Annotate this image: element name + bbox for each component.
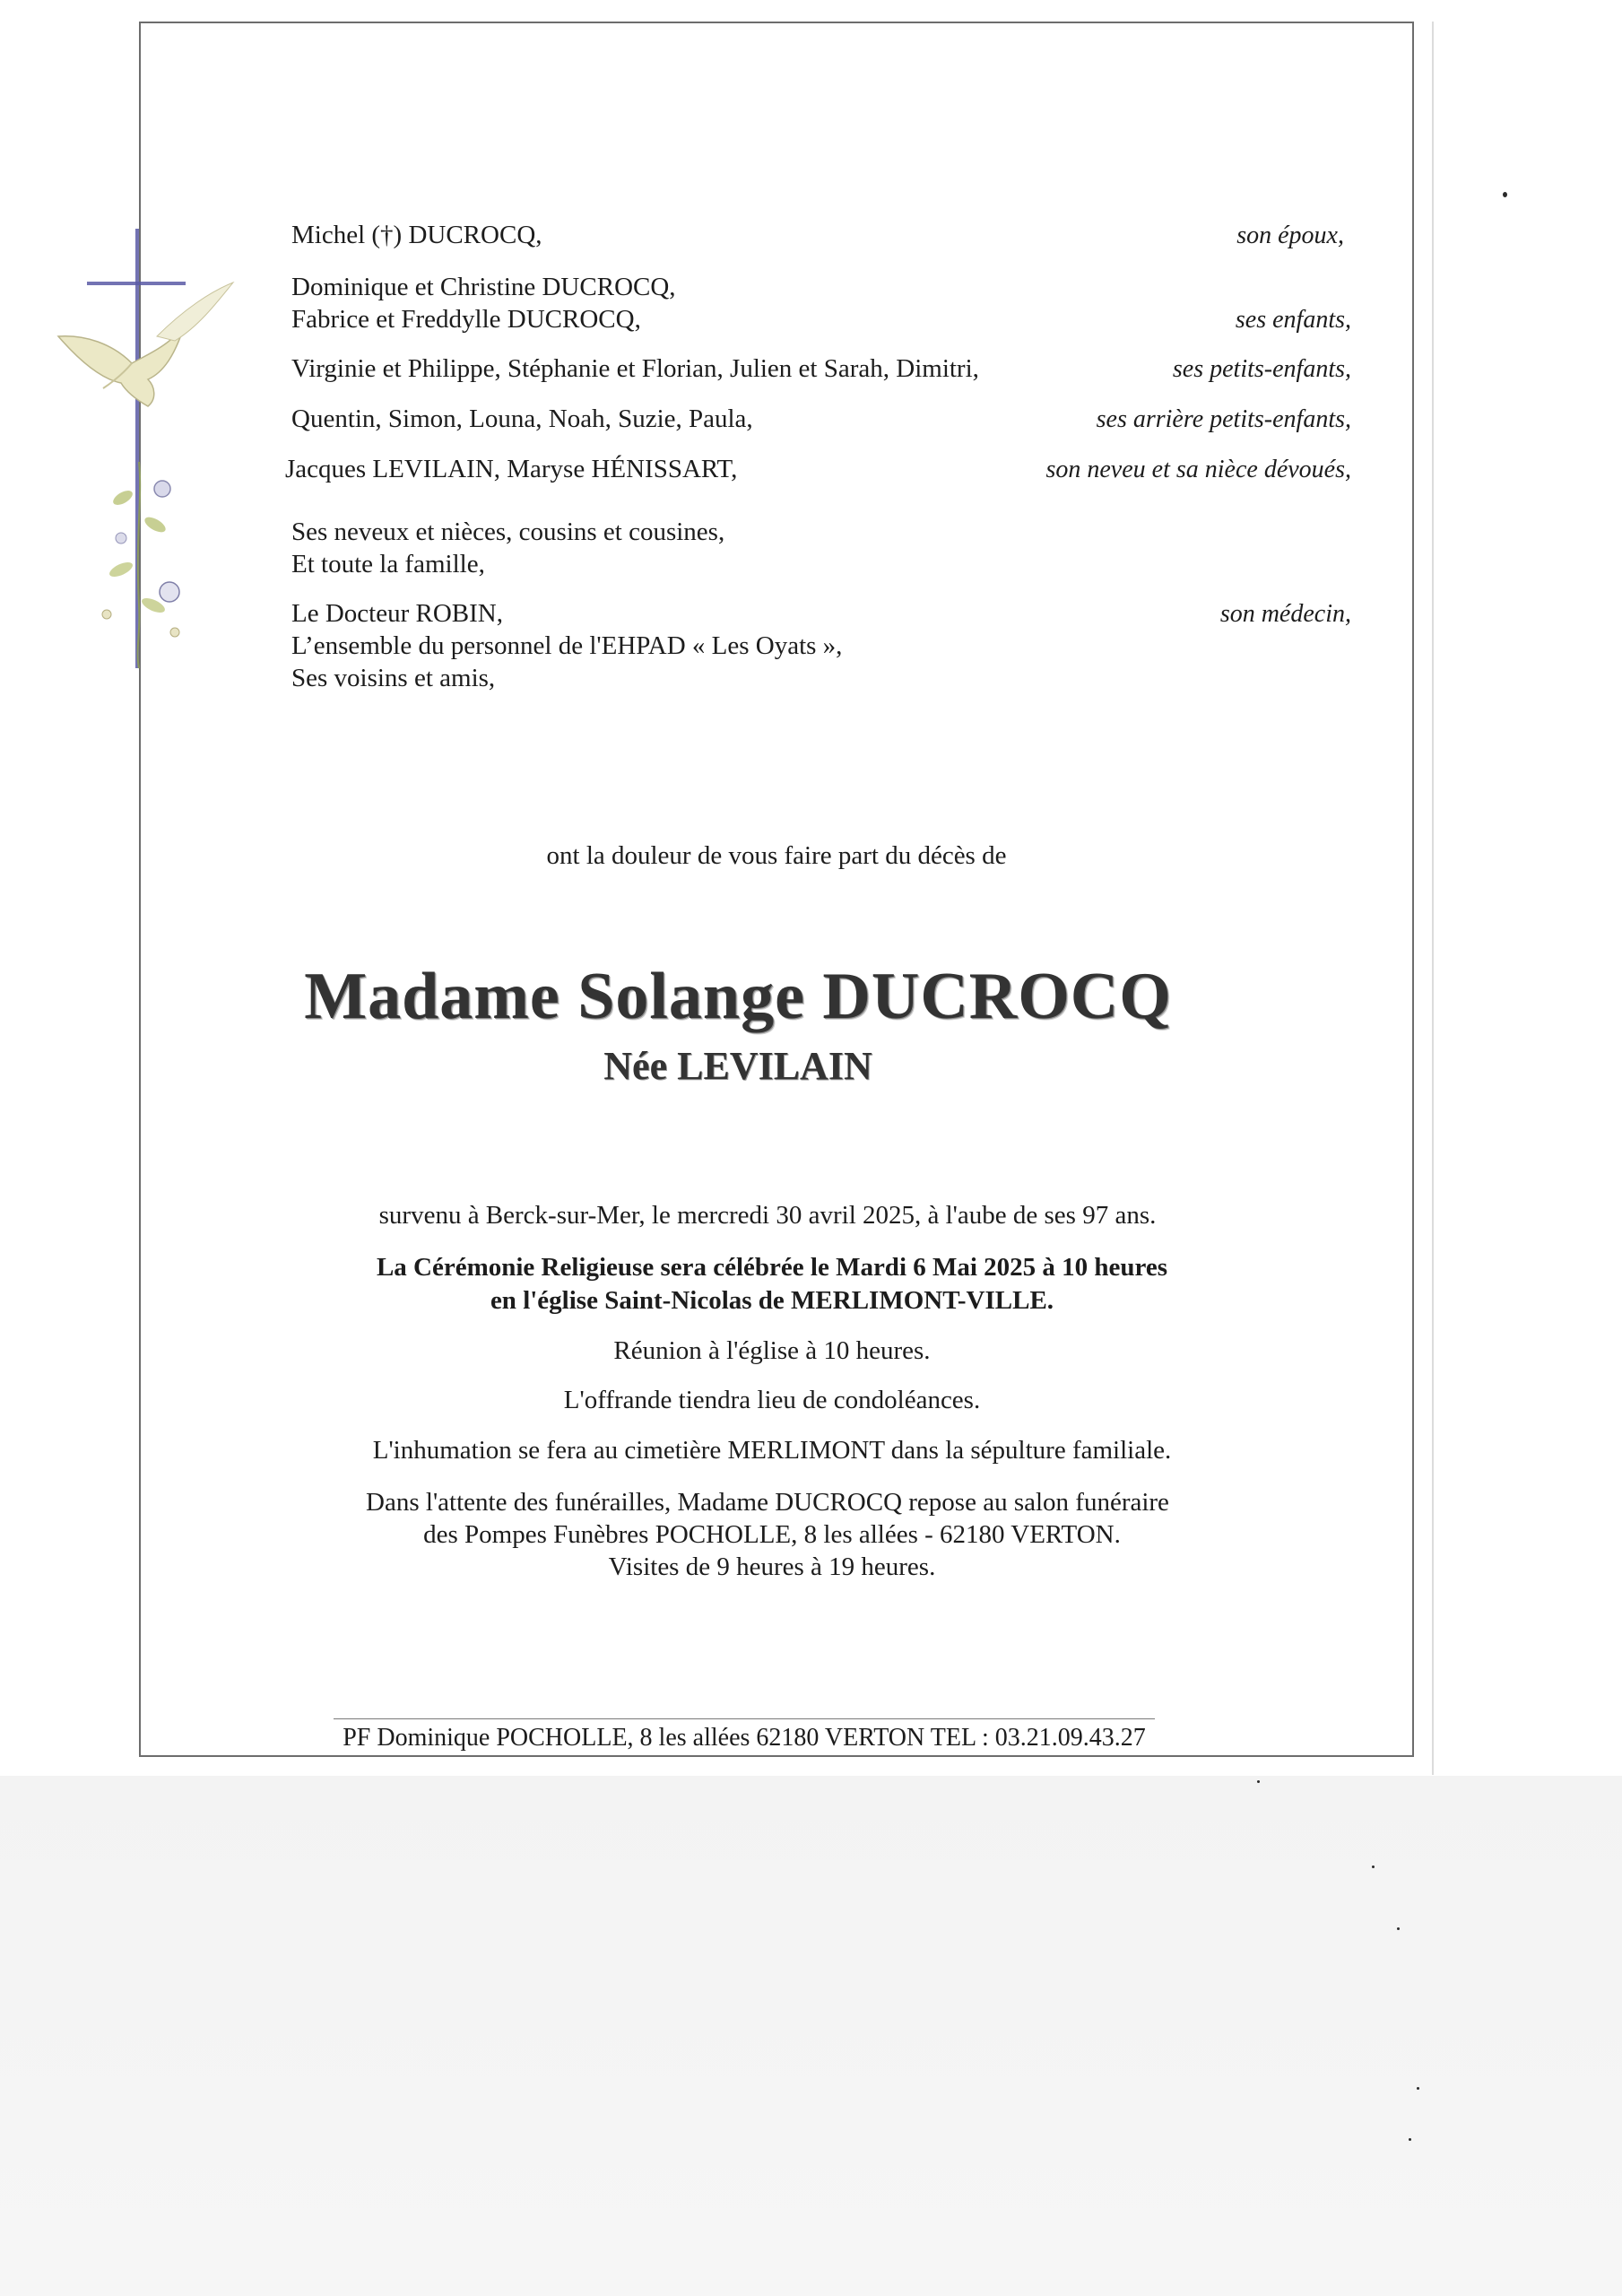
relation-children: ses enfants, [1235, 306, 1351, 334]
page-edge [1432, 22, 1434, 1775]
relation-nephew-niece: son neveu et sa nièce dévoués, [1045, 456, 1351, 483]
relation-great-grandchildren: ses arrière petits-enfants, [1096, 405, 1351, 433]
mourner-child-1: Dominique et Christine DUCROCQ, [291, 273, 676, 301]
mourner-spouse: Michel (†) DUCROCQ, [291, 221, 542, 249]
mourner-extended-2: Et toute la famille, [291, 550, 485, 578]
ceremony-line-1: La Cérémonie Religieuse sera célébrée le Mardi 6 Mai 2025 à 10 heures [376, 1253, 1168, 1282]
relation-grandchildren: ses petits-enfants, [1172, 355, 1351, 383]
visits-line: Visites de 9 heures à 19 heures. [608, 1552, 936, 1581]
mourner-extended-1: Ses neveux et nièces, cousins et cousines, [291, 517, 725, 546]
burial-line: L'inhumation se fera au cimetière MERLIMONT dans la sépulture familiale. [372, 1436, 1172, 1465]
memorial-emblem [49, 229, 251, 677]
mourner-great-grandchildren: Quentin, Simon, Louna, Noah, Suzie, Paula, [291, 404, 753, 433]
deceased-name: Madame Solange DUCROCQ [304, 960, 1172, 1033]
mourner-ehpad-staff: L’ensemble du personnel de l'EHPAD « Les Oyats », [291, 631, 843, 660]
mourner-neighbours: Ses voisins et amis, [291, 664, 496, 692]
scan-speck [1257, 1780, 1260, 1783]
dove-icon [58, 283, 233, 406]
meeting-line: Réunion à l'église à 10 heures. [613, 1336, 931, 1365]
footer-rule [334, 1718, 1155, 1719]
death-line: survenu à Berck-sur-Mer, le mercredi 30 avril 2025, à l'aube de ses 97 ans. [378, 1201, 1157, 1230]
mourner-nephew-niece: Jacques LEVILAIN, Maryse HÉNISSART, [285, 455, 738, 483]
scan-speck [1503, 192, 1507, 197]
scan-speck [1417, 2087, 1419, 2090]
flower-icon [102, 462, 179, 668]
rest-line-2: des Pompes Funèbres POCHOLLE, 8 les allées - 62180 VERTON. [423, 1520, 1121, 1549]
relation-doctor: son médecin, [1219, 600, 1351, 628]
scan-speck [1372, 1866, 1375, 1868]
scan-speck [1397, 1927, 1400, 1930]
mourner-grandchildren: Virginie et Philippe, Stéphanie et Florian, Julien et Sarah, Dimitri, [291, 354, 979, 383]
rest-line-1: Dans l'attente des funérailles, Madame DUCROCQ repose au salon funéraire [366, 1488, 1169, 1517]
mourner-child-2: Fabrice et Freddylle DUCROCQ, [291, 305, 641, 334]
announcement-text: ont la douleur de vous faire part du décès de [546, 841, 1007, 870]
relation-spouse: son époux, [1236, 222, 1344, 249]
footer-funeral-home: PF Dominique POCHOLLE, 8 les allées 62180 VERTON TEL : 03.21.09.43.27 [343, 1724, 1146, 1752]
scan-speck [1409, 2138, 1411, 2141]
deceased-maiden-name: Née LEVILAIN [603, 1044, 872, 1088]
offering-line: L'offrande tiendra lieu de condoléances. [563, 1386, 981, 1414]
mourner-doctor: Le Docteur ROBIN, [291, 599, 503, 628]
ceremony-line-2: en l'église Saint-Nicolas de MERLIMONT-VILLE. [490, 1286, 1054, 1315]
scan-background [0, 1776, 1622, 2296]
